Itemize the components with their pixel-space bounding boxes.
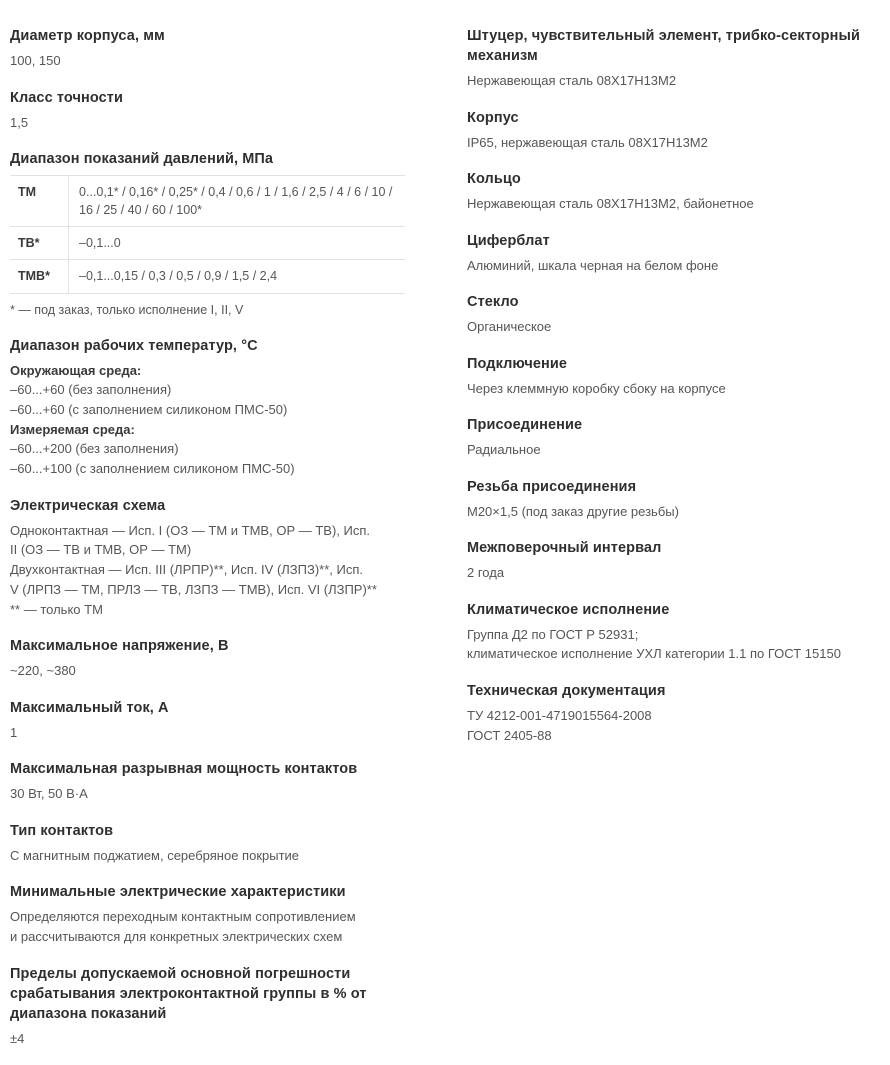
spec-value-line: II (ОЗ — ТВ и ТМВ, ОР — ТМ) [10,542,192,558]
spec-value-line: 30 Вт, 50 В·А [10,786,88,802]
spec-value-line: –60...+100 (с заполнением силиконом ПМС-50) [10,460,295,476]
spec-value [10,113,405,133]
spec-term: Пределы допускаемой основной погрешности срабатывания электроконтактной группы в % от диапазона показаний [10,965,367,1022]
spec-term: Стекло [467,294,519,310]
spec-value-line: 1,5 [10,114,29,130]
spec-accuracy-class [10,88,405,133]
spec-term: Электрическая схема [10,497,166,514]
spec-term: Штуцер, чувствительный элемент, трибко-секторный механизм [467,28,860,64]
range-code: ТМ [10,176,69,227]
spec-attachment [467,415,882,460]
spec-value-line: Нержавеющая сталь 08Х17Н13М2, байонетное [467,196,754,211]
spec-value [467,71,882,91]
spec-value-line: и рассчитываются для конкретных электрических схем [10,929,343,945]
spec-value-line: Одноконтактная — Исп. I (ОЗ — ТМ и ТМВ, ОР — ТВ), Исп. [10,522,370,538]
range-code: ТМВ* [10,260,69,293]
spec-term: Климатическое исполнение [467,601,670,618]
spec-glass [467,292,882,337]
range-values: –0,1...0,15 / 0,3 / 0,5 / 0,9 / 1,5 / 2,4 [69,260,406,293]
spec-max-voltage [10,636,405,681]
spec-value-line: Группа Д2 по ГОСТ Р 52931; [467,626,639,642]
spec-value [467,625,882,665]
spec-value-line: ~220, ~380 [10,663,76,679]
spec-term: Максимальный ток, А [10,699,169,716]
spec-technical-documentation [467,681,882,746]
spec-value [467,379,882,399]
spec-fitting-element-mechanism [467,26,882,91]
table-row [10,227,405,260]
spec-value-line: М20×1,5 (под заказ другие резьбы) [467,503,679,519]
spec-climatic-design [467,600,882,665]
spec-value-line: ** — только ТМ [10,601,103,617]
left-column [10,26,405,1065]
spec-ring [467,169,882,214]
temperature-group-label: Измеряемая среда: [10,421,135,437]
spec-diameter [10,26,405,71]
spec-dial [467,231,882,276]
spec-term: Максимальная разрывная мощность контактов [10,761,358,778]
right-column [467,26,882,763]
spec-value [467,502,882,522]
temperature-group-label: Окружающая среда: [10,362,142,378]
spec-value-line: IP65, нержавеющая сталь 08Х17Н13М2 [467,134,708,150]
table-row [10,260,405,293]
spec-max-current [10,698,405,743]
spec-value [10,521,405,620]
spec-value-line: –60...+60 (с заполнением силиконом ПМС-50) [10,401,288,417]
spec-value-line: 1 [10,724,18,740]
spec-connection [467,354,882,399]
two-column-layout [10,26,870,1065]
spec-value-line: Алюминий, шкала черная на белом фоне [467,257,719,273]
spec-min-electrical-characteristics [10,882,405,947]
spec-term: Присоединение [467,417,583,433]
spec-electrical-scheme [10,496,405,620]
spec-term: Резьба присоединения [467,478,637,495]
spec-value [10,361,405,479]
spec-case [467,108,882,153]
spec-term: Класс точности [10,89,124,106]
spec-calibration-interval [467,538,882,583]
spec-value-line: ±4 [10,1030,25,1046]
spec-term: Кольцо [467,171,521,187]
spec-value [10,1029,405,1049]
spec-value-line: –60...+200 (без заполнения) [10,441,179,457]
range-values: –0,1...0 [69,227,406,260]
spec-value [10,723,405,743]
spec-max-breaking-power [10,759,405,804]
spec-value [467,706,882,746]
spec-value [467,133,882,153]
range-code: ТВ* [10,227,69,260]
spec-value-line: Нержавеющая сталь 08Х17Н13М2 [467,73,677,88]
spec-term: Тип контактов [10,822,114,839]
spec-term: Техническая документация [467,683,666,699]
spec-value [10,846,405,866]
spec-term: Максимальное напряжение, В [10,638,229,655]
spec-value-line: ГОСТ 2405-88 [467,727,552,743]
spec-value [467,194,882,214]
spec-pressure-range [10,149,405,319]
spec-working-temperature [10,336,405,479]
spec-value-line: Через клеммную коробку сбоку на корпусе [467,380,726,396]
spec-contact-type [10,821,405,866]
spec-value-line: ТУ 4212-001-4719015564-2008 [467,708,652,723]
spec-value-line: С магнитным поджатием, серебряное покрытие [10,847,300,863]
range-values: 0...0,1* / 0,16* / 0,25* / 0,4 / 0,6 / 1 / 1,6 / 2,5 / 4 / 6 / 10 / 16 / 25 / 40 / 60 / 100* [69,176,406,227]
spec-error-limits [10,964,405,1049]
spec-value [467,256,882,276]
pressure-range-table [10,175,405,294]
spec-value-line: 2 года [467,565,505,580]
spec-value-line: 100, 150 [10,53,61,68]
spec-value-line: климатическое исполнение УХЛ категории 1.1 по ГОСТ 15150 [467,646,841,662]
spec-value [10,907,405,947]
spec-value [10,51,405,71]
spec-value-line: Органическое [467,319,552,334]
spec-term: Диапазон показаний давлений, МПа [10,151,274,167]
spec-value [10,661,405,681]
spec-value-line: Двухконтактная — Исп. III (ЛРПР)**, Исп. IV (ЛЗПЗ)**, Исп. [10,562,364,578]
spec-value [467,440,882,460]
spec-term: Циферблат [467,232,550,249]
spec-value-line: V (ЛРПЗ — ТМ, ПРЛЗ — ТВ, ЛЗПЗ — ТМВ), Исп. VI (ЛЗПР)** [10,581,377,597]
spec-thread [467,477,882,522]
spec-term: Диапазон рабочих температур, °С [10,337,258,354]
spec-term: Корпус [467,109,519,126]
spec-value [467,563,882,583]
spec-value-line: Радиальное [467,442,541,457]
table-row [10,176,405,227]
spec-term: Межповерочный интервал [467,540,662,556]
spec-value [467,317,882,337]
spec-term: Подключение [467,355,568,372]
spec-value-line: –60...+60 (без заполнения) [10,382,172,398]
spec-value [10,784,405,804]
spec-term: Минимальные электрические характеристики [10,884,346,901]
pressure-range-footnote: * — под заказ, только исполнение I, II, V [10,302,244,317]
spec-term: Диаметр корпуса, мм [10,28,165,44]
spec-value-line: Определяются переходным контактным сопротивлением [10,909,356,925]
